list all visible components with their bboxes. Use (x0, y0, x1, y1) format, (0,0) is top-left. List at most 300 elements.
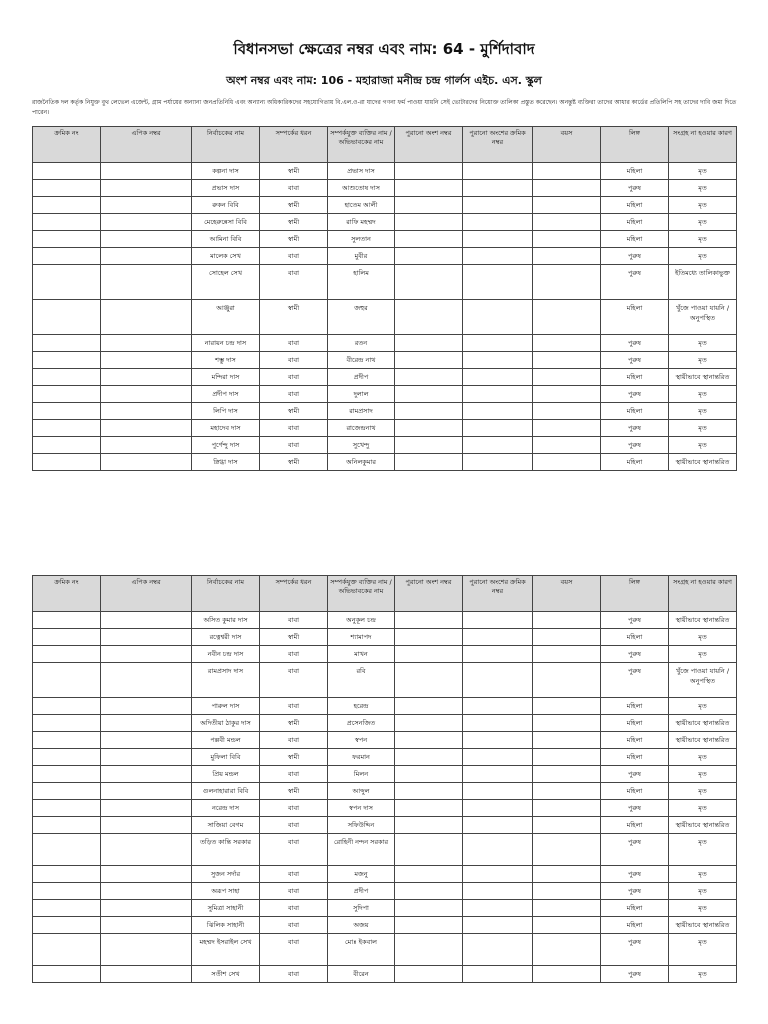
table-row (33, 629, 737, 646)
col-relative-name: সম্পর্কযুক্ত ব্যক্তির নাম / অভিভাবকের নাম (328, 576, 395, 612)
cell-gender: মহিলা (601, 403, 669, 420)
cell-relation-type: বাবা (260, 612, 328, 629)
cell-relation-type: বাবা (260, 834, 328, 866)
cell-old-part (395, 934, 463, 966)
col-reason: সংগ্রহ না হওয়ার কারণ (669, 127, 737, 163)
cell-relative-name: মোঃ ইকবাল (328, 934, 395, 966)
cell-old-serial (463, 766, 533, 783)
cell-relative-name: সুখেন্দু (328, 437, 395, 454)
cell-reason: মৃত (669, 934, 737, 966)
cell-epic (101, 420, 192, 437)
cell-gender: পুরুষ (601, 352, 669, 369)
cell-reason: মৃত (669, 883, 737, 900)
cell-old-serial (463, 180, 533, 197)
cell-old-part (395, 454, 463, 471)
cell-serial (33, 817, 101, 834)
cell-gender: মহিলা (601, 369, 669, 386)
table-row (33, 749, 737, 766)
cell-relation-type: স্বামী (260, 163, 328, 180)
cell-relative-name: অনিলকুমার (328, 454, 395, 471)
cell-epic (101, 300, 192, 335)
cell-age (533, 749, 601, 766)
cell-old-part (395, 783, 463, 800)
table-row (33, 766, 737, 783)
cell-old-part (395, 800, 463, 817)
cell-age (533, 883, 601, 900)
table-row (33, 646, 737, 663)
table-row (33, 335, 737, 352)
cell-gender: পুরুষ (601, 883, 669, 900)
cell-old-serial (463, 163, 533, 180)
cell-epic (101, 834, 192, 866)
cell-elector-name: মেহেরুন্নেসা বিবি (192, 214, 260, 231)
cell-old-serial (463, 403, 533, 420)
cell-gender: পুরুষ (601, 766, 669, 783)
cell-elector-name: স্নিগ্ধা দাস (192, 454, 260, 471)
cell-gender: পুরুষ (601, 800, 669, 817)
cell-old-part (395, 917, 463, 934)
cell-epic (101, 715, 192, 732)
cell-epic (101, 934, 192, 966)
cell-relation-type: বাবা (260, 437, 328, 454)
col-serial-no: ক্রমিক নং (33, 576, 101, 612)
cell-relation-type: স্বামী (260, 197, 328, 214)
cell-serial (33, 732, 101, 749)
cell-old-part (395, 698, 463, 715)
cell-relative-name: প্রদীপ (328, 883, 395, 900)
cell-elector-name: পল্লবী মন্ডল (192, 732, 260, 749)
cell-gender: মহিলা (601, 900, 669, 917)
cell-serial (33, 934, 101, 966)
cell-elector-name: মন্দিরা দাস (192, 369, 260, 386)
cell-old-serial (463, 420, 533, 437)
cell-old-serial (463, 629, 533, 646)
cell-old-part (395, 265, 463, 300)
cell-elector-name: নরেন্দ্র দাস (192, 800, 260, 817)
table-row (33, 612, 737, 629)
cell-relation-type: বাবা (260, 386, 328, 403)
cell-old-part (395, 300, 463, 335)
cell-old-serial (463, 934, 533, 966)
cell-reason: স্থায়ীভাবে স্থানান্তরিত (669, 454, 737, 471)
cell-serial (33, 231, 101, 248)
cell-gender: পুরুষ (601, 335, 669, 352)
cell-age (533, 966, 601, 983)
cell-relative-name: মাখন (328, 646, 395, 663)
cell-epic (101, 335, 192, 352)
cell-old-part (395, 883, 463, 900)
cell-serial (33, 335, 101, 352)
cell-epic (101, 646, 192, 663)
cell-age (533, 335, 601, 352)
cell-old-serial (463, 917, 533, 934)
cell-elector-name: সোহেল সেখ (192, 265, 260, 300)
cell-epic (101, 403, 192, 420)
cell-elector-name: রত্নেশ্বরী দাস (192, 629, 260, 646)
cell-gender: পুরুষ (601, 248, 669, 265)
instruction-note: রাজনৈতিক দল কর্তৃক নিযুক্ত বুথ লেভেল এজেন্ট, গ্রাম পর্যায়ের অন্যান্য জনপ্রতিনিধি এবং অন্যান্য অধিকারিকদের সহযোগিতায় বি.এল.ও-রা যাদের গণনা ফর্ম পাওয়া যায়নি সেই ভোটারদের নিয়োক্ত তালিকা প্রস্তুত করেছেন। অনন্তুষ্ট ব্যক্তিরা তাদের আধার কার্ডের প্রতিলিপি সহ তাদের দাবি জমা দিতে পারেন। (32, 99, 737, 116)
cell-age (533, 197, 601, 214)
cell-elector-name: নবীন চন্দ্র দাস (192, 646, 260, 663)
cell-relative-name: হালিম (328, 265, 395, 300)
cell-elector-name: অদিতীয়া ঠাকুর দাস (192, 715, 260, 732)
cell-relative-name: অনুকূল চন্দ্র (328, 612, 395, 629)
cell-relation-type: বাবা (260, 248, 328, 265)
cell-epic (101, 749, 192, 766)
cell-age (533, 715, 601, 732)
cell-epic (101, 732, 192, 749)
cell-old-serial (463, 231, 533, 248)
cell-reason: খুঁজে পাওয়া যায়নি / অনুপস্থিত (669, 663, 737, 698)
cell-relation-type: বাবা (260, 900, 328, 917)
cell-old-part (395, 663, 463, 698)
cell-relative-name: সুদিপা (328, 900, 395, 917)
cell-serial (33, 454, 101, 471)
cell-elector-name: আঞ্জুরা (192, 300, 260, 335)
cell-old-serial (463, 900, 533, 917)
table-row (33, 900, 737, 917)
cell-relative-name: রতন (328, 335, 395, 352)
cell-gender: মহিলা (601, 163, 669, 180)
table-row (33, 866, 737, 883)
cell-relation-type: স্বামী (260, 300, 328, 335)
cell-relation-type: স্বামী (260, 783, 328, 800)
cell-epic (101, 386, 192, 403)
cell-old-part (395, 646, 463, 663)
cell-relative-name: শ্যামাপদ (328, 629, 395, 646)
cell-relative-name: সফিউদ্দিন (328, 817, 395, 834)
cell-age (533, 352, 601, 369)
cell-relation-type: বাবা (260, 817, 328, 834)
cell-elector-name: আমিনা বিবি (192, 231, 260, 248)
cell-elector-name: সুমিত্রা সাহানী (192, 900, 260, 917)
cell-epic (101, 214, 192, 231)
cell-serial (33, 883, 101, 900)
col-relative-name: সম্পর্কযুক্ত ব্যক্তির নাম / অভিভাবকের নাম (328, 127, 395, 163)
cell-gender: পুরুষ (601, 646, 669, 663)
cell-age (533, 783, 601, 800)
table-row (33, 386, 737, 403)
cell-old-serial (463, 437, 533, 454)
cell-old-serial (463, 834, 533, 866)
cell-relation-type: বাবা (260, 766, 328, 783)
cell-relative-name: স্বপন (328, 732, 395, 749)
cell-old-serial (463, 214, 533, 231)
cell-relation-type: স্বামী (260, 629, 328, 646)
cell-reason: স্থায়ীভাবে স্থানান্তরিত (669, 369, 737, 386)
cell-relative-name: প্রসেনজিত (328, 715, 395, 732)
col-old-serial-no: পুরানো অংশের ক্রমিক নম্বর (463, 576, 533, 612)
cell-relative-name: স্বপন দাস (328, 800, 395, 817)
cell-serial (33, 420, 101, 437)
cell-relation-type: স্বামী (260, 403, 328, 420)
cell-elector-name: প্রদীপ দাস (192, 386, 260, 403)
table-row (33, 663, 737, 698)
table-row (33, 934, 737, 966)
cell-serial (33, 663, 101, 698)
cell-reason: মৃত (669, 766, 737, 783)
cell-reason: স্থায়ীভাবে স্থানান্তরিত (669, 917, 737, 934)
table-row (33, 300, 737, 335)
cell-serial (33, 612, 101, 629)
cell-reason: স্থায়ীভাবে স্থানান্তরিত (669, 715, 737, 732)
cell-serial (33, 300, 101, 335)
cell-age (533, 437, 601, 454)
cell-relation-type: স্বামী (260, 454, 328, 471)
cell-epic (101, 612, 192, 629)
cell-gender: পুরুষ (601, 834, 669, 866)
cell-old-serial (463, 749, 533, 766)
cell-old-serial (463, 386, 533, 403)
col-elector-name: নির্বাচকের নাম (192, 127, 260, 163)
cell-old-part (395, 197, 463, 214)
cell-age (533, 866, 601, 883)
table-row (33, 214, 737, 231)
cell-serial (33, 917, 101, 934)
cell-elector-name: নারায়ন চন্দ্র দাস (192, 335, 260, 352)
cell-age (533, 163, 601, 180)
cell-old-serial (463, 612, 533, 629)
cell-gender: মহিলা (601, 197, 669, 214)
cell-old-serial (463, 698, 533, 715)
cell-epic (101, 817, 192, 834)
cell-gender: পুরুষ (601, 265, 669, 300)
cell-age (533, 934, 601, 966)
cell-epic (101, 883, 192, 900)
cell-relation-type: স্বামী (260, 749, 328, 766)
cell-reason: মৃত (669, 866, 737, 883)
cell-relative-name: দুলাল (328, 386, 395, 403)
cell-reason: মৃত (669, 248, 737, 265)
cell-relation-type: বাবা (260, 180, 328, 197)
cell-old-part (395, 834, 463, 866)
cell-reason: মৃত (669, 966, 737, 983)
cell-elector-name: মুফিলা বিবি (192, 749, 260, 766)
table-row (33, 248, 737, 265)
cell-gender: পুরুষ (601, 420, 669, 437)
col-gender: লিঙ্গ (601, 127, 669, 163)
cell-serial (33, 248, 101, 265)
cell-relative-name: রাজেন্দ্রনাথ (328, 420, 395, 437)
cell-old-serial (463, 866, 533, 883)
cell-age (533, 420, 601, 437)
cell-old-serial (463, 817, 533, 834)
cell-old-part (395, 403, 463, 420)
cell-epic (101, 265, 192, 300)
cell-gender: মহিলা (601, 454, 669, 471)
cell-old-part (395, 966, 463, 983)
cell-reason: মৃত (669, 163, 737, 180)
cell-old-part (395, 437, 463, 454)
cell-epic (101, 180, 192, 197)
cell-age (533, 454, 601, 471)
table-row (33, 163, 737, 180)
cell-old-part (395, 420, 463, 437)
cell-relative-name: বীরেন্দ্র নাথ (328, 352, 395, 369)
cell-gender: পুরুষ (601, 437, 669, 454)
cell-reason: মৃত (669, 834, 737, 866)
cell-old-part (395, 335, 463, 352)
cell-old-serial (463, 454, 533, 471)
cell-age (533, 612, 601, 629)
cell-relative-name: রবি (328, 663, 395, 698)
cell-age (533, 817, 601, 834)
cell-serial (33, 800, 101, 817)
cell-epic (101, 454, 192, 471)
cell-reason: মৃত (669, 646, 737, 663)
cell-epic (101, 900, 192, 917)
cell-relation-type: বাবা (260, 866, 328, 883)
cell-relative-name: মিলন (328, 766, 395, 783)
cell-age (533, 265, 601, 300)
table-body-1 (33, 163, 737, 471)
cell-relation-type: বাবা (260, 732, 328, 749)
cell-reason: মৃত (669, 386, 737, 403)
cell-relation-type: বাবা (260, 698, 328, 715)
cell-serial (33, 180, 101, 197)
cell-epic (101, 197, 192, 214)
cell-serial (33, 437, 101, 454)
cell-serial (33, 966, 101, 983)
cell-epic (101, 629, 192, 646)
cell-relative-name: আশুতোষ দাস (328, 180, 395, 197)
cell-epic (101, 698, 192, 715)
table-row (33, 966, 737, 983)
cell-serial (33, 783, 101, 800)
cell-relation-type: বাবা (260, 335, 328, 352)
col-epic-no: এপিক নম্বর (101, 576, 192, 612)
cell-serial (33, 629, 101, 646)
cell-relation-type: স্বামী (260, 231, 328, 248)
cell-age (533, 663, 601, 698)
cell-elector-name: মহম্মদ ইসরাইল সেখ (192, 934, 260, 966)
cell-reason: মৃত (669, 629, 737, 646)
table-header-row (33, 576, 737, 612)
cell-epic (101, 369, 192, 386)
table-row (33, 783, 737, 800)
table-row (33, 265, 737, 300)
cell-serial (33, 214, 101, 231)
cell-gender: পুরুষ (601, 966, 669, 983)
table-row (33, 180, 737, 197)
cell-age (533, 369, 601, 386)
cell-relative-name: জহুর (328, 300, 395, 335)
col-elector-name: নির্বাচকের নাম (192, 576, 260, 612)
cell-gender: পুরুষ (601, 866, 669, 883)
cell-age (533, 231, 601, 248)
col-relation-type: সম্পর্কের ধরন (260, 127, 328, 163)
col-age: বয়স (533, 576, 601, 612)
cell-reason: ইতিমধ্যে তালিকাভুক্ত (669, 265, 737, 300)
cell-relative-name: মজনু (328, 866, 395, 883)
cell-elector-name: কল্পনা দাস (192, 163, 260, 180)
cell-serial (33, 163, 101, 180)
cell-age (533, 698, 601, 715)
cell-elector-name: প্রিয় মন্ডল (192, 766, 260, 783)
cell-old-serial (463, 966, 533, 983)
cell-reason: মৃত (669, 420, 737, 437)
table-row (33, 403, 737, 420)
table-body-2 (33, 612, 737, 983)
page-title: বিধানসভা ক্ষেত্রের নম্বর এবং নাম: 64 - মুর্শিদাবাদ (233, 40, 535, 58)
table-row (33, 732, 737, 749)
cell-relative-name: রামপ্রসাদ (328, 403, 395, 420)
cell-epic (101, 352, 192, 369)
cell-age (533, 766, 601, 783)
cell-old-part (395, 369, 463, 386)
cell-old-serial (463, 248, 533, 265)
cell-reason: মৃত (669, 214, 737, 231)
cell-old-part (395, 231, 463, 248)
cell-gender: পুরুষ (601, 663, 669, 698)
cell-reason: মৃত (669, 352, 737, 369)
col-old-part-no: পুরানো অংশ নম্বর (395, 576, 463, 612)
cell-serial (33, 386, 101, 403)
cell-old-serial (463, 352, 533, 369)
cell-age (533, 403, 601, 420)
cell-gender: পুরুষ (601, 386, 669, 403)
cell-relation-type: বাবা (260, 966, 328, 983)
cell-old-part (395, 180, 463, 197)
cell-elector-name: লিপি দাস (192, 403, 260, 420)
cell-elector-name: পুর্ণেন্দু দাস (192, 437, 260, 454)
cell-serial (33, 369, 101, 386)
col-epic-no: এপিক নম্বর (101, 127, 192, 163)
cell-age (533, 732, 601, 749)
table-header-row (33, 127, 737, 163)
cell-epic (101, 766, 192, 783)
cell-serial (33, 749, 101, 766)
cell-reason: মৃত (669, 335, 737, 352)
cell-reason: মৃত (669, 749, 737, 766)
cell-age (533, 180, 601, 197)
cell-reason: মৃত (669, 403, 737, 420)
cell-elector-name: অরূপ সাহা (192, 883, 260, 900)
cell-reason: মৃত (669, 231, 737, 248)
cell-reason: স্থায়ীভাবে স্থানান্তরিত (669, 732, 737, 749)
cell-reason: মৃত (669, 197, 737, 214)
cell-elector-name: রুকন বিবি (192, 197, 260, 214)
col-reason: সংগ্রহ না হওয়ার কারণ (669, 576, 737, 612)
cell-epic (101, 663, 192, 698)
cell-relation-type: বাবা (260, 265, 328, 300)
cell-relation-type: বাবা (260, 646, 328, 663)
cell-relative-name: প্রভাস দাস (328, 163, 395, 180)
table-row (33, 834, 737, 866)
cell-age (533, 800, 601, 817)
table-row (33, 352, 737, 369)
table-row (33, 437, 737, 454)
cell-old-part (395, 214, 463, 231)
cell-reason: মৃত (669, 800, 737, 817)
cell-age (533, 900, 601, 917)
cell-gender: মহিলা (601, 715, 669, 732)
cell-epic (101, 248, 192, 265)
cell-old-serial (463, 265, 533, 300)
table-row (33, 231, 737, 248)
cell-epic (101, 917, 192, 934)
cell-old-part (395, 163, 463, 180)
cell-elector-name: মালেক সেখ (192, 248, 260, 265)
cell-gender: মহিলা (601, 817, 669, 834)
cell-relation-type: বাবা (260, 934, 328, 966)
cell-age (533, 214, 601, 231)
cell-reason: মৃত (669, 698, 737, 715)
col-relation-type: সম্পর্কের ধরন (260, 576, 328, 612)
cell-epic (101, 800, 192, 817)
cell-elector-name: প্রভাস দাস (192, 180, 260, 197)
cell-epic (101, 437, 192, 454)
